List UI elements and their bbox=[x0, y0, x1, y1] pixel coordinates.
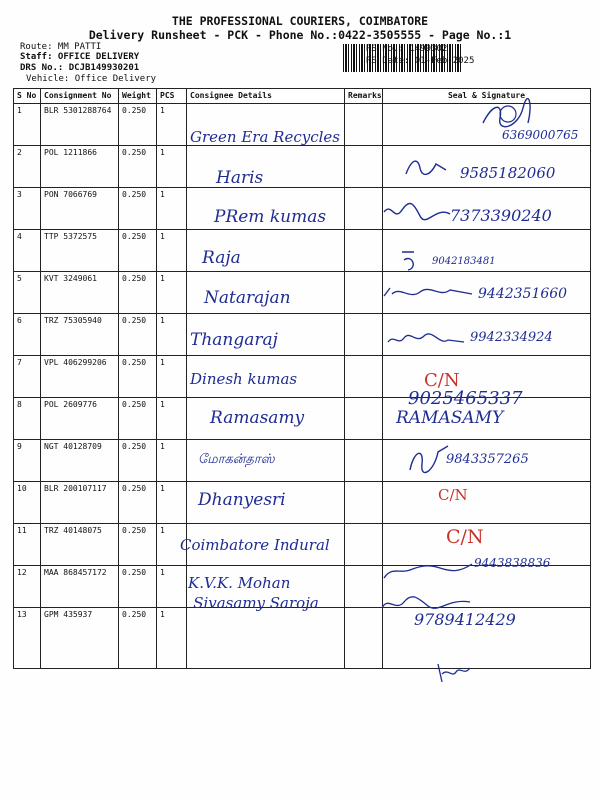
consignee-name: Green Era Recycles bbox=[190, 128, 340, 146]
consignee-name: Haris bbox=[216, 168, 264, 188]
pcs-cell: 1 bbox=[157, 398, 187, 440]
sno-cell: 5 bbox=[14, 272, 41, 314]
weight-cell: 0.250 bbox=[119, 482, 157, 524]
pcs-cell: 1 bbox=[157, 566, 187, 608]
consignee-name: Sivasamy Saroja bbox=[193, 594, 319, 612]
pcs-cell: 1 bbox=[157, 608, 187, 669]
sno-cell: 8 bbox=[14, 398, 41, 440]
signature-scribble bbox=[394, 238, 430, 274]
pcs-cell: 1 bbox=[157, 146, 187, 188]
weight-cell: 0.250 bbox=[119, 314, 157, 356]
route-label: Route: MM PATTI bbox=[20, 42, 102, 52]
consignee-name: Coimbatore Indural bbox=[180, 536, 330, 554]
sno-cell: 3 bbox=[14, 188, 41, 230]
remarks-cell bbox=[345, 398, 383, 440]
weight-cell: 0.250 bbox=[119, 230, 157, 272]
consignee-name: Natarajan bbox=[204, 288, 291, 308]
remarks-cell bbox=[345, 104, 383, 146]
table-row bbox=[14, 482, 591, 524]
signature-scribble bbox=[478, 98, 538, 132]
remarks-cell bbox=[345, 188, 383, 230]
column-header: PCS bbox=[157, 89, 187, 104]
consignee-cell bbox=[187, 146, 345, 188]
consignment-cell: TRZ 40148075 bbox=[41, 524, 119, 566]
rs-number: RS No.: 1499302 bbox=[366, 44, 448, 54]
weight-cell: 0.250 bbox=[119, 440, 157, 482]
weight-cell: 0.250 bbox=[119, 566, 157, 608]
cn-remark: C/N bbox=[424, 370, 460, 391]
signature-scribble bbox=[384, 330, 468, 350]
remarks-cell bbox=[345, 482, 383, 524]
consignee-name: Dinesh kumas bbox=[190, 370, 298, 388]
drs-number: DRS No.: DCJB149930201 bbox=[20, 63, 140, 73]
weight-cell: 0.250 bbox=[119, 104, 157, 146]
consignment-cell: TTP 5372575 bbox=[41, 230, 119, 272]
pcs-cell: 1 bbox=[157, 314, 187, 356]
consignment-cell: GPM 435937 bbox=[41, 608, 119, 669]
signature-scribble bbox=[380, 560, 476, 584]
column-header: Consignment No bbox=[41, 89, 119, 104]
vehicle-label: Vehicle: Office Delivery bbox=[26, 74, 157, 84]
weight-cell: 0.250 bbox=[119, 146, 157, 188]
pcs-cell: 1 bbox=[157, 440, 187, 482]
company-title: THE PROFESSIONAL COURIERS, COIMBATORE bbox=[171, 14, 429, 28]
pcs-cell: 1 bbox=[157, 230, 187, 272]
signature-scribble bbox=[380, 200, 454, 226]
remarks-cell bbox=[345, 440, 383, 482]
weight-cell: 0.250 bbox=[119, 272, 157, 314]
consignee-name: Thangaraj bbox=[190, 330, 278, 350]
consignee-name: K.V.K. Mohan bbox=[188, 574, 291, 592]
sno-cell: 13 bbox=[14, 608, 41, 669]
signature-phone: 9789412429 bbox=[414, 610, 516, 629]
remarks-cell bbox=[345, 524, 383, 566]
sno-cell: 7 bbox=[14, 356, 41, 398]
consignee-name: Raja bbox=[202, 248, 241, 268]
signature-scribble bbox=[378, 592, 474, 616]
consignment-cell: PON 7066769 bbox=[41, 188, 119, 230]
consignment-cell: BLR 5301288764 bbox=[41, 104, 119, 146]
signature-phone: 9025465337 bbox=[408, 388, 523, 409]
consignee-name: Dhanyesri bbox=[198, 490, 286, 510]
sno-cell: 10 bbox=[14, 482, 41, 524]
signature-phone: 9442351660 bbox=[478, 286, 568, 302]
pcs-cell: 1 bbox=[157, 188, 187, 230]
remarks-cell bbox=[345, 608, 383, 669]
signature-phone: 9443838836 bbox=[474, 556, 551, 570]
signature-phone: 9942334924 bbox=[470, 330, 553, 345]
weight-cell: 0.250 bbox=[119, 608, 157, 669]
remarks-cell bbox=[345, 356, 383, 398]
pcs-cell: 1 bbox=[157, 524, 187, 566]
column-header: Seal & Signature bbox=[383, 89, 591, 104]
cn-remark: C/N bbox=[446, 526, 484, 548]
consignment-cell: MAA 868457172 bbox=[41, 566, 119, 608]
consignment-cell: NGT 40128709 bbox=[41, 440, 119, 482]
consignee-cell bbox=[187, 608, 345, 669]
remarks-cell bbox=[345, 314, 383, 356]
signature-phone: 6369000765 bbox=[502, 128, 579, 142]
cn-remark: C/N bbox=[438, 486, 468, 504]
sno-cell: 6 bbox=[14, 314, 41, 356]
sno-cell: 1 bbox=[14, 104, 41, 146]
rs-date: RS Date: 01-Feb-2025 bbox=[366, 56, 475, 66]
signature-phone: 9042183481 bbox=[432, 256, 496, 267]
column-header: S No bbox=[14, 89, 41, 104]
remarks-cell bbox=[345, 272, 383, 314]
pcs-cell: 1 bbox=[157, 482, 187, 524]
consignment-cell: KVT 3249061 bbox=[41, 272, 119, 314]
signature-scribble bbox=[402, 154, 450, 180]
remarks-cell bbox=[345, 566, 383, 608]
remarks-cell bbox=[345, 146, 383, 188]
consignment-cell: BLR 200107117 bbox=[41, 482, 119, 524]
weight-cell: 0.250 bbox=[119, 524, 157, 566]
sno-cell: 4 bbox=[14, 230, 41, 272]
signature-scribble bbox=[434, 658, 474, 688]
sno-cell: 9 bbox=[14, 440, 41, 482]
sno-cell: 12 bbox=[14, 566, 41, 608]
pcs-cell: 1 bbox=[157, 104, 187, 146]
signature-cell bbox=[383, 482, 591, 524]
pcs-cell: 1 bbox=[157, 272, 187, 314]
signature-phone: 9843357265 bbox=[446, 452, 529, 467]
signature-name: RAMASAMY bbox=[396, 408, 504, 428]
pcs-cell: 1 bbox=[157, 356, 187, 398]
remarks-cell bbox=[345, 230, 383, 272]
table-row bbox=[14, 230, 591, 272]
column-header: Consignee Details bbox=[187, 89, 345, 104]
weight-cell: 0.250 bbox=[119, 398, 157, 440]
consignee-name: Ramasamy bbox=[210, 408, 305, 428]
consignment-cell: POL 2609776 bbox=[41, 398, 119, 440]
sno-cell: 11 bbox=[14, 524, 41, 566]
consignment-cell: VPL 406299206 bbox=[41, 356, 119, 398]
weight-cell: 0.250 bbox=[119, 356, 157, 398]
consignment-cell: POL 1211866 bbox=[41, 146, 119, 188]
column-header: Weight bbox=[119, 89, 157, 104]
signature-phone: 7373390240 bbox=[450, 206, 552, 225]
runsheet-title: Delivery Runsheet - PCK - Phone No.:0422-3505555 - Page No.:1 bbox=[88, 28, 512, 42]
consignee-name: மோகன்தாஸ் bbox=[198, 452, 275, 467]
staff-label: Staff: OFFICE DELIVERY bbox=[20, 52, 140, 62]
signature-phone: 9585182060 bbox=[460, 164, 556, 182]
column-header: Remarks bbox=[345, 89, 383, 104]
sno-cell: 2 bbox=[14, 146, 41, 188]
consignee-name: PRem kumas bbox=[214, 207, 327, 227]
consignment-cell: TRZ 75305940 bbox=[41, 314, 119, 356]
signature-scribble bbox=[404, 442, 452, 476]
signature-scribble bbox=[380, 282, 476, 304]
weight-cell: 0.250 bbox=[119, 188, 157, 230]
